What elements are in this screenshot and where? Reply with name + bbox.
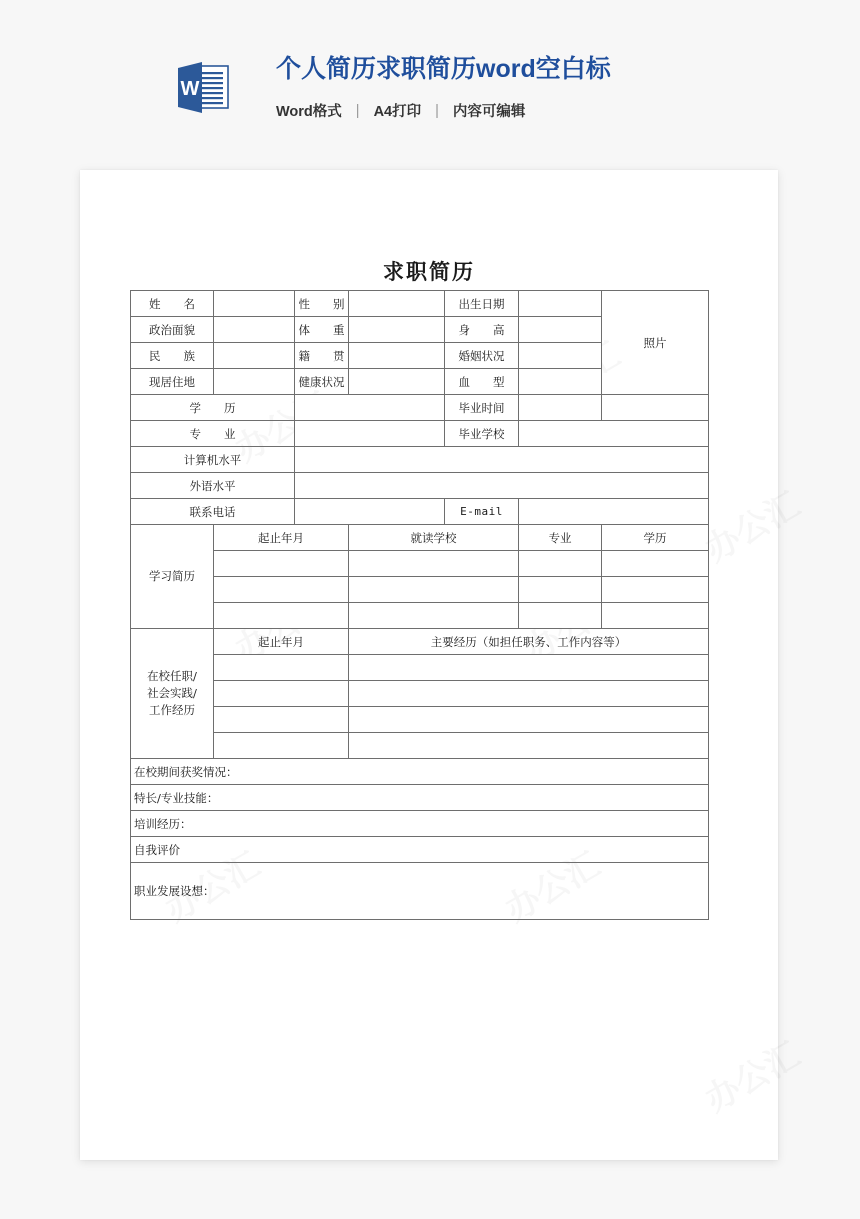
table-row — [131, 629, 709, 655]
table-row — [131, 447, 709, 473]
field-email[interactable] — [519, 499, 709, 525]
field-graduation-time[interactable] — [519, 395, 602, 421]
label-residence: 现居住地 — [131, 369, 214, 395]
col-header-study-major: 专业 — [519, 525, 602, 551]
field-health[interactable] — [349, 369, 445, 395]
field-hometown[interactable] — [349, 343, 445, 369]
watermark — [695, 478, 808, 571]
field-experience-period[interactable] — [214, 707, 349, 733]
field-study-degree[interactable] — [602, 551, 709, 577]
label-name: 姓 名 — [131, 291, 214, 317]
field-study-period[interactable] — [214, 551, 349, 577]
label-education: 学 历 — [131, 395, 295, 421]
table-row — [131, 395, 709, 421]
meta-print: A4打印 — [373, 104, 422, 120]
field-study-degree[interactable] — [602, 577, 709, 603]
table-row — [131, 499, 709, 525]
field-experience-detail[interactable] — [349, 707, 709, 733]
field-birthdate[interactable] — [519, 291, 602, 317]
label-health: 健康状况 — [295, 369, 349, 395]
table-row — [131, 811, 709, 837]
label-foreign-language: 外语水平 — [131, 473, 295, 499]
resume-title: 求职简历 — [383, 259, 475, 284]
table-row — [131, 525, 709, 551]
field-study-major[interactable] — [519, 603, 602, 629]
field-gender[interactable] — [349, 291, 445, 317]
table-row — [131, 421, 709, 447]
label-graduation-time: 毕业时间 — [445, 395, 519, 421]
field-residence[interactable] — [214, 369, 295, 395]
label-political-status: 政治面貌 — [131, 317, 214, 343]
col-header-study-degree: 学历 — [602, 525, 709, 551]
table-row — [131, 551, 709, 577]
document-page — [80, 170, 778, 1160]
empty-cell — [602, 395, 709, 421]
field-political-status[interactable] — [214, 317, 295, 343]
document-meta-bar — [276, 100, 836, 121]
label-blood-type: 血 型 — [445, 369, 519, 395]
meta-format: Word格式 — [276, 104, 342, 120]
table-row — [131, 785, 709, 811]
table-row — [131, 863, 709, 920]
label-phone: 联系电话 — [131, 499, 295, 525]
experience-label-line-2: 社会实践/ — [147, 686, 197, 700]
field-computer-skill[interactable] — [295, 447, 709, 473]
meta-editable: 内容可编辑 — [452, 104, 526, 120]
section-label-study-history: 学习简历 — [131, 525, 214, 629]
field-study-major[interactable] — [519, 551, 602, 577]
field-weight[interactable] — [349, 317, 445, 343]
field-major[interactable] — [295, 421, 445, 447]
page-title: 个人简历求职简历word空白标 — [276, 55, 611, 83]
field-foreign-language[interactable] — [295, 473, 709, 499]
field-blood-type[interactable] — [519, 369, 602, 395]
meta-separator-1: | — [355, 102, 360, 119]
resume-form-table — [130, 290, 709, 920]
field-study-school[interactable] — [349, 577, 519, 603]
experience-label-line-3: 工作经历 — [149, 703, 195, 717]
label-marital-status: 婚姻状况 — [445, 343, 519, 369]
field-ethnicity[interactable] — [214, 343, 295, 369]
field-experience-period[interactable] — [214, 681, 349, 707]
field-study-school[interactable] — [349, 551, 519, 577]
label-computer-skill: 计算机水平 — [131, 447, 295, 473]
field-name[interactable] — [214, 291, 295, 317]
experience-label-line-1: 在校任职/ — [147, 669, 197, 683]
label-birthdate: 出生日期 — [445, 291, 519, 317]
label-graduation-school: 毕业学校 — [445, 421, 519, 447]
section-awards[interactable]: 在校期间获奖情况： — [131, 759, 709, 785]
table-row — [131, 759, 709, 785]
table-row — [131, 291, 709, 317]
table-row — [131, 707, 709, 733]
header-text-group — [276, 52, 836, 121]
field-experience-detail[interactable] — [349, 681, 709, 707]
field-phone[interactable] — [295, 499, 445, 525]
table-row — [131, 681, 709, 707]
field-experience-detail[interactable] — [349, 733, 709, 759]
page-header — [0, 0, 860, 170]
meta-separator-2: | — [435, 102, 439, 119]
field-height[interactable] — [519, 317, 602, 343]
label-ethnicity: 民 族 — [131, 343, 214, 369]
field-study-major[interactable] — [519, 577, 602, 603]
table-row — [131, 655, 709, 681]
table-row — [131, 603, 709, 629]
label-height: 身 高 — [445, 317, 519, 343]
label-email: E-mail — [445, 499, 519, 525]
table-row — [131, 733, 709, 759]
svg-text:W: W — [180, 78, 200, 100]
section-training[interactable]: 培训经历： — [131, 811, 709, 837]
section-label-experience — [131, 629, 214, 759]
label-gender: 性 别 — [295, 291, 349, 317]
field-study-period[interactable] — [214, 603, 349, 629]
label-major: 专 业 — [131, 421, 295, 447]
field-experience-detail[interactable] — [349, 655, 709, 681]
watermark — [695, 1028, 808, 1121]
section-career-plan[interactable]: 职业发展设想： — [131, 863, 709, 920]
field-marital-status[interactable] — [519, 343, 602, 369]
label-weight: 体 重 — [295, 317, 349, 343]
section-self-evaluation[interactable]: 自我评价 — [131, 837, 709, 863]
field-study-degree[interactable] — [602, 603, 709, 629]
label-hometown: 籍 贯 — [295, 343, 349, 369]
field-study-school[interactable] — [349, 603, 519, 629]
photo-placeholder[interactable]: 照片 — [602, 291, 709, 395]
col-header-study-school: 就读学校 — [349, 525, 519, 551]
section-skills[interactable]: 特长/专业技能： — [131, 785, 709, 811]
field-experience-period[interactable] — [214, 733, 349, 759]
field-study-period[interactable] — [214, 577, 349, 603]
field-experience-period[interactable] — [214, 655, 349, 681]
col-header-experience-detail: 主要经历（如担任职务、工作内容等） — [349, 629, 709, 655]
field-graduation-school[interactable] — [519, 421, 709, 447]
table-row — [131, 837, 709, 863]
word-document-icon — [176, 60, 230, 116]
table-row — [131, 577, 709, 603]
col-header-study-period: 起止年月 — [214, 525, 349, 551]
field-education[interactable] — [295, 395, 445, 421]
table-row — [131, 473, 709, 499]
col-header-experience-period: 起止年月 — [214, 629, 349, 655]
